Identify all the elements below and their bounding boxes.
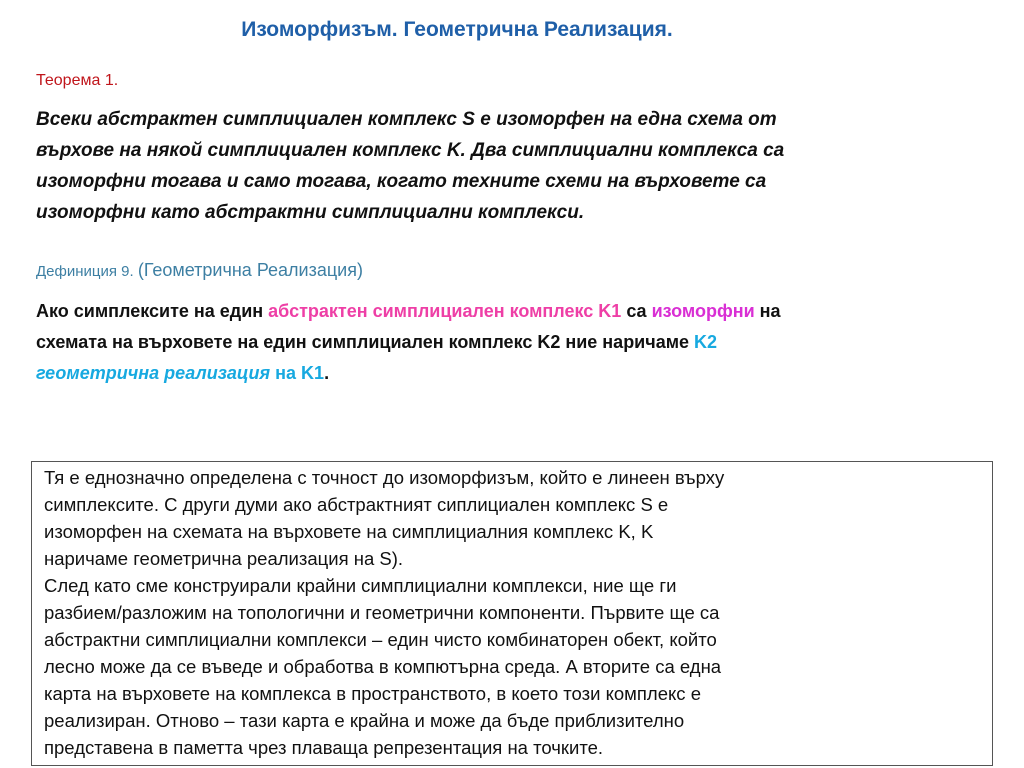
highlight-abstract-complex: абстрактен симплициален комплекс K1 <box>268 301 622 321</box>
definition-text-run: схемата на върховете на един симплициален комплекс K2 ние наричаме <box>36 332 695 352</box>
definition-text-run: на <box>754 301 781 321</box>
theorem-text <box>36 104 936 228</box>
note-line: представена в паметта чрез плаваща репрезентация на точките. <box>44 737 604 758</box>
slide-title: Изоморфизъм. Геометрична Реализация. <box>241 18 673 41</box>
definition-text-run: . <box>324 363 330 383</box>
note-line: разбием/разложим на топологични и геометрични компоненти. Първите ще са <box>44 602 720 623</box>
definition-heading <box>36 260 363 281</box>
definition-text-run: са <box>621 301 652 321</box>
theorem-line: изоморфни като абстрактни симплициални комплекси. <box>36 202 585 223</box>
definition-label: Дефиниция 9. <box>36 263 134 280</box>
theorem-line: Всеки абстрактен симплициален комплекс S е изоморфен на една схема от <box>36 109 777 130</box>
theorem-label: Теорема 1. <box>36 72 119 89</box>
highlight-geometric-realization: геометрична реализация <box>36 363 271 383</box>
note-line: наричаме геометрична реализация на S). <box>44 548 404 569</box>
highlight-k1: на K1 <box>270 363 325 383</box>
definition-line <box>36 358 976 389</box>
note-line: реализиран. Отново – тази карта е крайна и може да бъде приблизително <box>44 710 685 731</box>
note-box <box>31 461 993 766</box>
theorem-line: върхове на някой симплициален комплекс K. Два симплициални комплекса са <box>36 140 785 161</box>
note-line: абстрактни симплициални комплекси – един чисто комбинаторен обект, който <box>44 629 717 650</box>
definition-text-run: Ако симплексите на един <box>36 301 269 321</box>
note-line: симплексите. С други думи ако абстрактният сиплициален комплекс S е <box>44 494 669 515</box>
theorem-line: изоморфни тогава и само тогава, когато техните схеми на върховете са <box>36 171 767 192</box>
note-line: карта на върховете на комплекса в пространството, в което този комплекс е <box>44 683 701 704</box>
highlight-k2: K2 <box>694 332 718 352</box>
note-line: изоморфен на схемата на върховете на симплициалния комплекс K, K <box>44 521 654 542</box>
definition-line <box>36 327 976 358</box>
note-line: лесно може да се въведе и обработва в компютърна среда. А вторите са една <box>44 656 722 677</box>
definition-name: (Геометрична Реализация) <box>137 260 363 280</box>
highlight-isomorphic: изоморфни <box>651 301 755 321</box>
note-text <box>44 464 994 761</box>
note-line: След като сме конструирали крайни симплициални комплекси, ние ще ги <box>44 575 677 596</box>
definition-text <box>36 296 976 389</box>
note-line: Тя е еднозначно определена с точност до изоморфизъм, който е линеен върху <box>44 467 725 488</box>
definition-line <box>36 296 976 327</box>
